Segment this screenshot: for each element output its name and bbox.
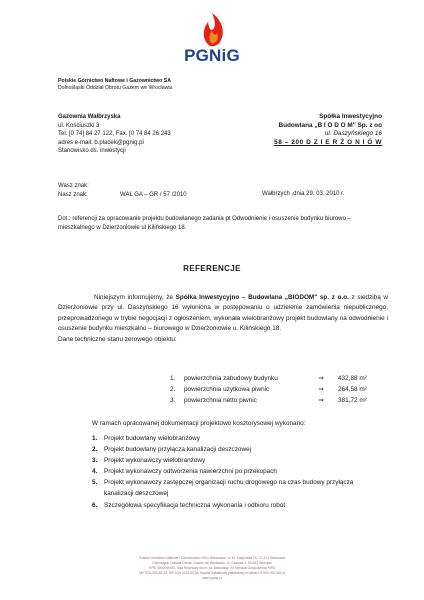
body-paragraph-2: Dane techniczne stanu zerowego obiektu: <box>58 335 177 343</box>
list-item <box>92 444 382 455</box>
list-text: Projekt wykonawczy odtworzenia nawierzchni po przekopach <box>104 468 277 476</box>
arrow-icon: ⇒ <box>318 375 324 382</box>
recipient-street: ul. Daszyńskiego 16 <box>324 130 382 138</box>
list-text: Szczegółowa specyfikacja techniczna wykonania i odbioru robót <box>104 501 286 509</box>
arrow-icon: ⇒ <box>318 386 324 394</box>
spec-value: 432,88 m² <box>338 375 367 382</box>
footer-line: Polskie Górnictwo Naftowe i Gazownictwo SA w Warszawie, ul. M. Kasprzaka 25, 01-224 Warszawa <box>138 556 286 560</box>
technical-specs <box>170 373 367 407</box>
footer-line: KRS 0000059492, Sąd Rejonowy dla m. st. Warszawy, XII Wydział Gospodarczy KRS <box>149 566 275 570</box>
list-text: Projekt wykonawczy zastępczej organizacji ruchu drogowego na czas budowy przyłącza kanalizacji deszczowej <box>104 479 354 498</box>
list-item <box>92 500 382 511</box>
our-ref-value: WAL GA – GR / 57 /2010 <box>120 191 187 198</box>
body-paragraph-1 <box>58 293 388 335</box>
your-ref-label: Wasz znak: <box>58 183 89 189</box>
list-item <box>92 466 382 477</box>
spec-row <box>170 373 367 384</box>
logo-wordmark: PGNiG <box>184 46 240 65</box>
spec-label: powierzchnia zabudowy budynku <box>184 375 278 382</box>
recipient-line2: Budowlana „B I O D O M" Sp. z oo <box>278 121 382 129</box>
subject-line: Dot.: referencji za opracowanie projektu budowlanego zadania pt Odwodnienie i osuszenie budynku biurowo – mieszkalnego w Dzierżoniowie ul Kilińskiego 18. <box>58 216 351 231</box>
arrow-icon: ⇒ <box>318 397 324 405</box>
sender-block <box>58 113 171 156</box>
recipient-city <box>242 139 382 148</box>
spec-number: 3. <box>170 397 176 405</box>
spec-number: 1. <box>170 375 176 382</box>
sender-name: Gazownia Wałbrzyska <box>58 114 121 120</box>
company-branch: Dolnośląski Oddział Obrotu Gazem we Wrocławiu <box>58 85 173 91</box>
recipient-block <box>242 113 382 147</box>
scope-intro: W ramach opracowanej dokumentacji projektowo kosztorysowej wykonano: <box>92 420 306 427</box>
our-ref-label: Nasz znak: <box>58 191 88 198</box>
spec-number: 2. <box>170 386 176 394</box>
list-text: Projekt budowlany wielobranżowy <box>104 435 200 442</box>
reference-numbers <box>58 182 187 199</box>
recipient-city-text: 58 – 200 D Z I E R Ż O N I Ó W <box>274 138 382 146</box>
company-name: Polskie Górnictwo Naftowe i Gazownictwo SA <box>58 78 171 84</box>
list-number: 2. <box>92 446 98 454</box>
list-text: Projekt budowlany przyłącza kanalizacji deszczowej <box>104 446 252 454</box>
spec-value: 381,72 m² <box>338 397 367 405</box>
pgnig-logo <box>172 10 252 68</box>
footer-website: www.pgnig.pl <box>202 576 222 580</box>
spec-value: 264,58 m² <box>338 386 367 394</box>
place-date: Wałbrzych ,dnia 29. 03. 2010 r. <box>262 191 345 197</box>
letter-body <box>58 293 388 345</box>
flame-icon <box>172 10 252 50</box>
page-footer <box>84 556 340 581</box>
body-p1-company: Spółka Inwestycyjno – Budowlana „BIODOM" sp. z o.o. <box>175 294 349 301</box>
sender-street: ul. Kościuszki 3 <box>58 122 100 129</box>
sender-phone: Tel. [0 74] 84 27 122, Fax. [0 74 84 26 243 <box>58 131 171 138</box>
list-item <box>92 455 382 466</box>
list-item <box>92 477 382 499</box>
list-item <box>92 433 382 444</box>
list-number: 4. <box>92 468 98 476</box>
spec-row <box>170 395 367 406</box>
footer-line: NIP 525-000-80-28, REGON 012216736, Kapitał Zakładowy (zakładowy w całości: 5 900 000 000 zł <box>139 571 285 575</box>
sender-role: Stanowisko ds. inwestycji <box>58 148 126 155</box>
recipient-line1: Spółka Inwestycyjno <box>319 113 382 120</box>
spec-label: powierzchnia użytkowa piwnic <box>184 386 270 394</box>
documentation-list <box>92 433 382 511</box>
spec-row <box>170 384 367 395</box>
list-number: 3. <box>92 457 98 465</box>
document-title: REFERENCJE <box>183 264 241 273</box>
list-number: 1. <box>92 435 98 442</box>
body-p1-rest: z siedzibą w Dzierżoniowie przy ul. Daszyńskiego 16 wyłoniona w postępowaniu o udzielenie zamówienia niepublicznego, przeprowadzonego w trybie negocjacji z ogłoszeniem, wykonała wielobranżowy projekt budowlany na odwodnienie i osuszenie budynku mieszkalno – biurowego w Dzierżoniowie u. Kilińskiego 18. <box>58 294 389 333</box>
spec-label: powierzchnia netto piwnic <box>184 397 257 405</box>
body-p1-intro: Niniejszym informujemy, że <box>94 294 176 301</box>
list-number: 6. <box>92 501 98 509</box>
list-number: 5. <box>92 479 98 487</box>
footer-line: Dolnośląski Oddział Obrotu Gazem we Wrocławiu, ul. Gazowa 3, 50-513 Wrocław <box>152 561 272 565</box>
list-text: Projekt wykonawczy wielobranżowy <box>104 457 206 465</box>
company-header <box>58 78 172 92</box>
sender-email: adres e-mail: b.placek@pgnig.pl <box>58 139 144 146</box>
